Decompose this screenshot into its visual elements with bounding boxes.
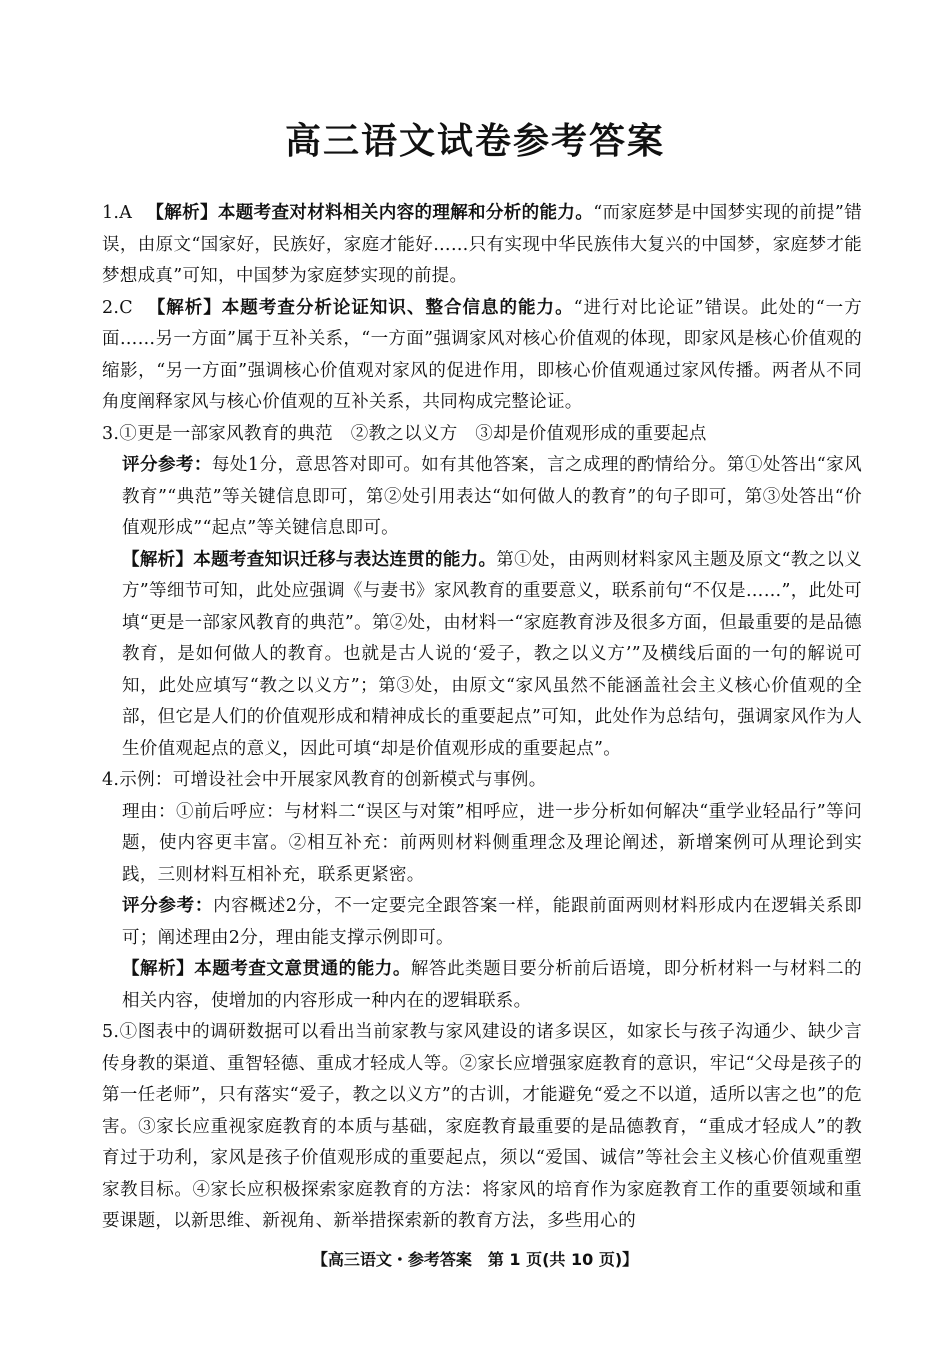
answer-1-number: 1.A bbox=[102, 203, 133, 223]
answer-1-text: “而家庭梦是中国梦实现的前提”错误，由原文“国家好，民族好，家庭才能好……只有实现中华民族伟大复兴的中国梦，家庭梦才能梦想成真”可知，中国梦为家庭梦实现的前提。 bbox=[102, 203, 862, 286]
analysis-tag: 【解析】 bbox=[122, 549, 194, 570]
answer-2 bbox=[102, 293, 862, 419]
page-footer: 【高三语文・参考答案 第 1 页(共 10 页)】 bbox=[311, 1250, 639, 1269]
answer-5: 5.①图表中的调研数据可以看出当前家教与家风建设的诸多误区，如家长与孩子沟通少、缺少言传身教的渠道、重智轻德、重成才轻成人等。②家长应增强家庭教育的意识，牢记“父母是孩子的第一任老师”，只有落实“爱子，教之以义方”的古训，才能避免“爱之不以道，适所以害之也”的危害。③家长应重视家庭教育的本质与基础，家庭教育最重要的是品德教育，“重成才轻成人”的教育过于功利，家风是孩子价值观形成的重要起点，须以“爱国、诚信”等社会主义核心价值观重塑家教目标。④家长应积极探索家庭教育的方法：将家风的培育作为家庭教育工作的重要领域和重要课题，以新思维、新视角、新举措探索新的教育方法，多些用心的 bbox=[102, 1022, 862, 1231]
answer-4-analysis-text: 解答此类题目要分析前后语境，即分析材料一与材料二的相关内容，使增加的内容形成一种内在的逻辑联系。 bbox=[122, 959, 862, 1011]
answer-4-scoring bbox=[102, 891, 862, 954]
answer-1-lead: 本题考查对材料相关内容的理解和分析的能力。 bbox=[217, 203, 594, 223]
answer-4-scoring-text: 内容概述2分，不一定要完全跟答案一样，能跟前面两则材料形成内在逻辑关系即可；阐述理由2分，理由能支撑示例即可。 bbox=[122, 896, 863, 948]
answer-3-analysis-lead: 本题考查知识迁移与表达连贯的能力。 bbox=[193, 549, 497, 570]
answer-1 bbox=[102, 198, 862, 293]
answer-3-analysis bbox=[102, 545, 862, 766]
answer-2-lead: 本题考查分析论证知识、整合信息的能力。 bbox=[221, 297, 574, 318]
answer-3-scoring-text: 每处1分，意思答对即可。如有其他答案，言之成理的酌情给分。第①处答出“家风教育”“典范”等关键信息即可，第②处引用表达“如何做人的教育”的句子即可，第③处答出“价值观形成”“起点”等关键信息即可。 bbox=[122, 455, 863, 538]
answer-2-number: 2.C bbox=[102, 297, 133, 318]
page-title: 高三语文试卷参考答案 bbox=[284, 121, 665, 162]
answer-4-analysis bbox=[102, 954, 862, 1017]
analysis-tag: 【解析】 bbox=[147, 297, 222, 318]
analysis-tag: 【解析】 bbox=[122, 959, 195, 979]
scoring-label: 评分参考： bbox=[122, 455, 212, 475]
answer-3-scoring bbox=[102, 450, 862, 545]
scoring-label: 评分参考： bbox=[122, 896, 214, 916]
answer-2-text: “进行对比论证”错误。此处的“一方面……另一方面”属于互补关系，“一方面”强调家风对核心价值观的体现，即家风是核心价值观的缩影，“另一方面”强调核心价值观对家风的促进作用，即核心价值观通过家风传播。两者从不同角度阐释家风与核心价值观的互补关系，共同构成完整论证。 bbox=[102, 297, 862, 412]
answer-content bbox=[102, 198, 862, 1238]
answer-4: 4.示例：可增设社会中开展家风教育的创新模式与事例。 bbox=[102, 770, 547, 790]
answer-4-reason: 理由：①前后呼应：与材料二“误区与对策”相呼应，进一步分析如何解决“重学业轻品行”等问题，使内容更丰富。②相互补充：前两则材料侧重理念及理论阐述，新增案例可从理论到实践，三则材料互相补充，联系更紧密。 bbox=[122, 801, 862, 885]
answer-3: 3.①更是一部家风教育的典范 ②教之以义方 ③却是价值观形成的重要起点 bbox=[102, 423, 707, 444]
answer-3-analysis-text: 第①处，由两则材料家风主题及原文“教之以义方”等细节可知，此处应强调《与妻书》家风教育的重要意义，联系前句“不仅是……”，此处可填“更是一部家风教育的典范”。第②处，由材料一“家庭教育涉及很多方面，但最重要的是品德教育，是如何做人的教育。也就是古人说的‘爱子，教之以义方’”及横线后面的一句的解说可知，此处应填写“教之以义方”；第③处，由原文“家风虽然不能涵盖社会主义核心价值观的全部，但它是人们的价值观形成和精神成长的重要起点”可知，此处作为总结句，强调家风作为人生价值观起点的意义，因此可填“却是价值观形成的重要起点”。 bbox=[122, 549, 862, 759]
answer-4-analysis-lead: 本题考查文意贯通的能力。 bbox=[194, 959, 411, 979]
analysis-tag: 【解析】 bbox=[146, 203, 218, 223]
